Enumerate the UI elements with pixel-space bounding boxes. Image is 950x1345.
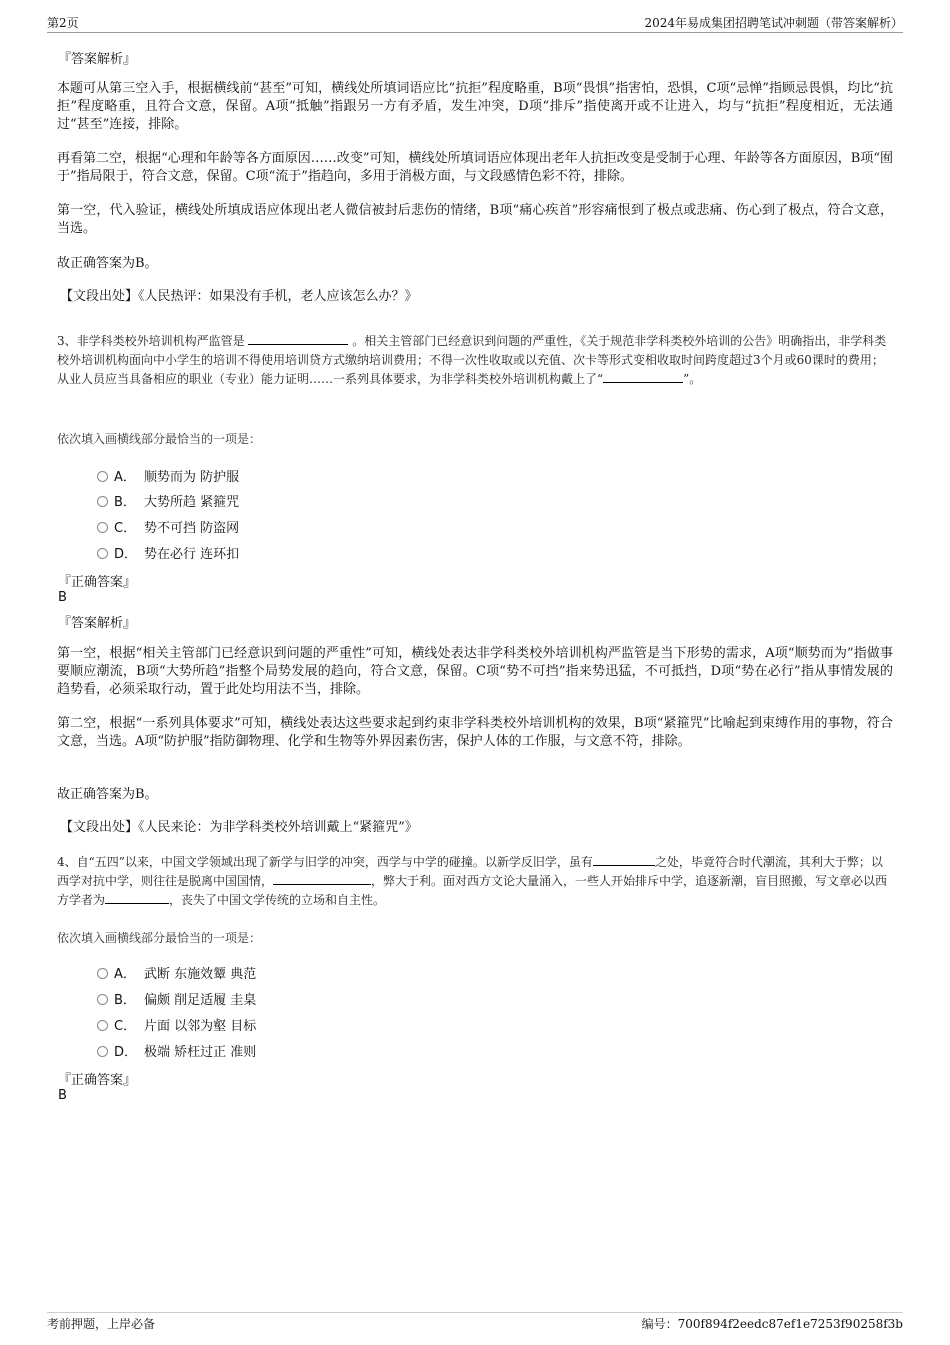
blank-1 — [248, 332, 348, 345]
q2-analysis-label: 『答案解析』 — [58, 52, 137, 67]
q4-answer-label: 『正确答案』 — [58, 1073, 137, 1088]
radio-icon[interactable] — [97, 968, 108, 979]
q4-option-b[interactable]: B． 偏颇 削足适履 圭臬 — [97, 989, 256, 1009]
q4-option-c[interactable]: C． 片面 以邻为壑 目标 — [97, 1015, 256, 1035]
radio-icon[interactable] — [97, 471, 108, 482]
q3-analysis-label: 『答案解析』 — [58, 616, 137, 631]
radio-icon[interactable] — [97, 548, 108, 559]
q3-option-d[interactable]: D． 势在必行 连环扣 — [97, 543, 239, 563]
blank-1 — [593, 853, 655, 866]
blank-3 — [105, 891, 169, 904]
q3-analysis-para2: 第二空，根据“一系列具体要求”可知，横线处表达这些要求起到约束非学科类校外培训机构的效果，B项“紧箍咒”比喻起到束缚作用的事物，符合文意，当选。A项“防护服”指防御物理、化学和生物等外界因素伤害，保护人体的工作服，与文意不符，排除。 — [57, 716, 893, 749]
q4-option-a[interactable]: A． 武断 东施效颦 典范 — [97, 963, 256, 983]
radio-icon[interactable] — [97, 994, 108, 1005]
radio-icon[interactable] — [97, 496, 108, 507]
q3-option-c[interactable]: C． 势不可挡 防盗网 — [97, 517, 239, 537]
q2-analysis-para1: 本题可从第三空入手，根据横线前“甚至”可知，横线处所填词语应比“抗拒”程度略重，B项“畏惧”指害怕，恐惧，C项“忌惮”指顾忌畏惧，均比“抗拒”程度略重，且符合文意，保留。A项“抵触”指跟另一方有矛盾，发生冲突，D项“排斥”指使离开或不让进入，均与“抗拒”程度相近，无法通过“甚至”连接，排除。 — [57, 81, 893, 132]
q3-answer-label: 『正确答案』 — [58, 575, 137, 590]
q2-conclusion: 故正确答案为B。 — [57, 256, 158, 271]
q3-analysis-para1: 第一空，根据“相关主管部门已经意识到问题的严重性”可知，横线处表达非学科类校外培训机构严监管是当下形势的需求，A项“顺势而为”指做事要顺应潮流，B项“大势所趋”指整个局势发展的趋向，符合文意，保留。C项“势不可挡”指来势迅猛，不可抵挡，D项“势在必行”指从事情发展的趋势看，必须采取行动，置于此处均用法不当，排除。 — [57, 646, 893, 697]
blank-2 — [603, 370, 683, 383]
q4-question: 4、自“五四”以来，中国文学领域出现了新学与旧学的冲突，西学与中学的碰撞。以新学反旧学，虽有 之处，毕竟符合时代潮流，其利大于弊；以西学对抗中学，则往往是脱离中国国情， ，弊大于利。面对西方文论大量涌入，一些人开始排斥中学，追逐新潮，盲目照搬，写文章必以西方学者为 ，丧失了中国文学传统的立场和自主性。 — [57, 855, 888, 907]
q4-prompt: 依次填入画横线部分最恰当的一项是： — [57, 931, 262, 945]
q3-conclusion: 故正确答案为B。 — [57, 787, 158, 802]
page-header — [47, 14, 903, 33]
q3-answer: B — [58, 590, 67, 605]
q3-source: 【文段出处】《人民来论：为非学科类校外培训戴上“紧箍咒”》 — [60, 820, 418, 835]
radio-icon[interactable] — [97, 1046, 108, 1057]
page-number: 第2页 — [47, 16, 79, 30]
q3-question: 3、非学科类校外培训机构严监管是 。相关主管部门已经意识到问题的严重性，《关于规范非学科类校外培训的公告》明确指出，非学科类校外培训机构面向中小学生的培训不得使用培训贷方式缴纳培训费用；不得一次性收取或以充值、次卡等形式变相收取时间跨度超过3个月或60课时的费用；从业人员应当具备相应的职业（专业）能力证明……一系列具体要求，为非学科类校外培训机构戴上了“ ”。 — [57, 334, 887, 386]
q3-option-b[interactable]: B． 大势所趋 紧箍咒 — [97, 491, 239, 511]
page-footer — [47, 1312, 903, 1333]
document-title: 2024年易成集团招聘笔试冲刺题（带答案解析） — [644, 16, 903, 30]
q2-source: 【文段出处】《人民热评：如果没有手机，老人应该怎么办？》 — [60, 289, 418, 304]
q3-prompt: 依次填入画横线部分最恰当的一项是： — [57, 432, 262, 446]
q2-analysis-para3: 第一空，代入验证，横线处所填成语应体现出老人微信被封后悲伤的情绪，B项“痛心疾首”形容痛恨到了极点或悲痛、伤心到了极点，符合文意，当选。 — [57, 203, 893, 236]
footer-slogan: 考前押题，上岸必备 — [47, 1317, 156, 1331]
radio-icon[interactable] — [97, 1020, 108, 1031]
q3-option-a[interactable]: A． 顺势而为 防护服 — [97, 466, 239, 486]
radio-icon[interactable] — [97, 522, 108, 533]
q4-answer: B — [58, 1088, 67, 1103]
q2-analysis-para2: 再看第二空，根据“心理和年龄等各方面原因……改变”可知，横线处所填词语应体现出老年人抗拒改变是受制于心理、年龄等各方面原因，B项“囿于”指局限于，符合文意，保留。C项“流于”指趋向，多用于消极方面，与文段感情色彩不符，排除。 — [57, 151, 893, 184]
q4-option-d[interactable]: D． 极端 矫枉过正 准则 — [97, 1041, 256, 1061]
document-id: 编号：700f894f2eedc87ef1e7253f90258f3b — [641, 1317, 903, 1331]
blank-2 — [273, 872, 371, 885]
